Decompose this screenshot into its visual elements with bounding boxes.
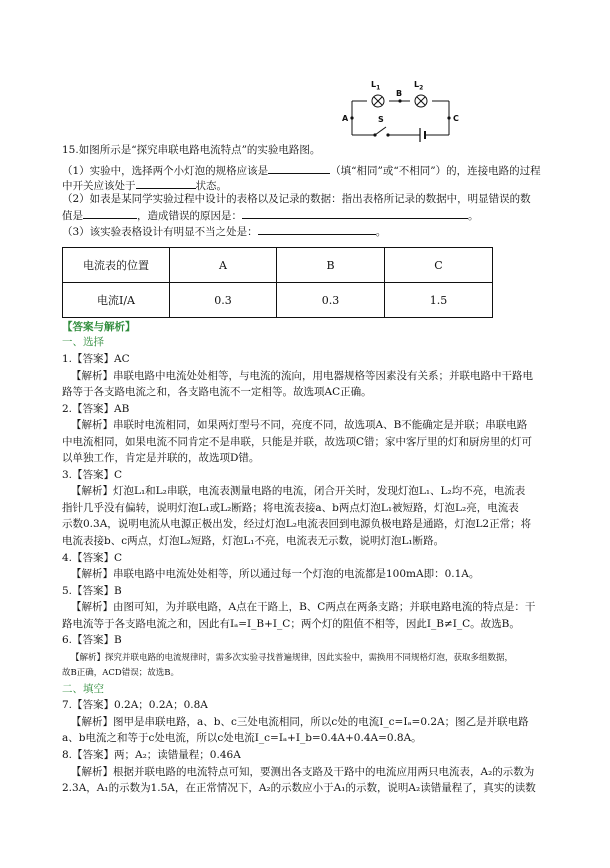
answers-heading: 【答案与解析】 xyxy=(62,321,136,333)
blank-2[interactable] xyxy=(136,177,196,189)
circuit-diagram xyxy=(340,78,470,148)
question-part2-cont: 值是 ，造成错误的原因是： 。 xyxy=(62,207,479,223)
answer-line: 7.【答案】0.2A；0.2A；0.8A xyxy=(62,699,208,711)
label-a: A xyxy=(342,114,349,123)
label-c: C xyxy=(453,114,459,123)
answer-line: 4.【答案】C xyxy=(62,552,123,564)
label-s: S xyxy=(378,115,384,124)
section-fill: 二、填空 xyxy=(62,683,104,695)
answer-line: 2.【答案】AB xyxy=(62,403,130,415)
answer-line: 8.【答案】两；A₂；读错量程；0.46A xyxy=(62,749,241,761)
answer-line: 【解析】串联电路中电流处处相等，所以通过每一个灯泡的电流都是100mA即：0.1A。 xyxy=(71,568,480,580)
question-part1-cont: 中开关应该处于 状态。 xyxy=(62,177,227,193)
answer-line: 指针几乎没有偏转，说明灯泡L₁或L₂断路；将电流表接a、b两点灯泡L₁被短路，灯泡L₂亮，电流表 xyxy=(62,502,519,514)
label-b: B xyxy=(396,89,403,98)
point-c-dot xyxy=(447,116,450,119)
table-cell: 电流I/A xyxy=(63,283,170,318)
table-cell: 电流表的位置 xyxy=(63,248,170,283)
point-a-dot xyxy=(350,116,353,119)
answer-line: 【解析】图甲是串联电路，a、b、c三处电流相同，所以c处的电流I_c=Iₐ=0.2A；图乙是并联电路 xyxy=(71,716,529,728)
table-cell: 0.3 xyxy=(170,283,277,318)
table-cell: C xyxy=(385,248,493,283)
circuit-svg xyxy=(340,78,470,148)
table-cell: A xyxy=(170,248,277,283)
blank-3[interactable] xyxy=(83,207,137,219)
answer-line: 3.【答案】C xyxy=(62,469,123,481)
question-part1: （1）实验中，选择两个小灯泡的规格应该是 （填“相同”或“不相同”）的，连接电路的过程 xyxy=(62,162,541,178)
answer-line: 6.【答案】B xyxy=(62,634,122,646)
lamp-l2 xyxy=(415,95,427,107)
question-part2: （2）如表是某同学实验过程中设计的表格以及记录的数据：指出表格所记录的数据中，明显错误的数 xyxy=(62,193,531,205)
answer-line: 故B正确，ACD错误；故选B。 xyxy=(62,668,179,678)
label-l2: $L_2$ xyxy=(414,80,424,92)
answer-line: 以单独工作，肯定是并联的，故选项D错。 xyxy=(62,452,260,464)
answer-line: 【解析】串联电路中电流处处相等，与电流的流向，用电器规格等因素没有关系；并联电路中干路电 xyxy=(71,370,533,382)
answer-line: a、b电流之和等于c处电流，所以c处电流I_c=Iₐ+I_b=0.4A+0.4A=0.8A。 xyxy=(62,732,422,744)
answer-line: 路等于各支路电流之和，各支路电流不一定相等。故选项AC正确。 xyxy=(62,386,372,398)
point-b-dot xyxy=(398,99,401,102)
question-part3: （3）该实验表格设计有明显不当之处是： 。 xyxy=(62,223,386,239)
blank-4[interactable] xyxy=(242,207,468,219)
table-cell: 0.3 xyxy=(277,283,385,318)
table-header-row xyxy=(63,248,493,283)
answer-line: 路电流等于各支路电流之和，因此有Iₐ=I_B+I_C；两个灯的阻值不相等，因此I_B≠I_C。故选B。 xyxy=(62,618,520,630)
answer-line: 【解析】串联时电流相同，如果两灯型号不同，亮度不同，故选项A、B不能确定是并联；串联电路 xyxy=(71,419,528,431)
table-row xyxy=(63,283,493,318)
table-cell: B xyxy=(277,248,385,283)
table-cell: 1.5 xyxy=(385,283,493,318)
answer-line: 示数0.3A，说明电流从电源正极出发，经过灯泡L₂电流表回到电源负极电路是通路，灯泡L2正常；将 xyxy=(62,518,532,530)
answer-line: 电流表接b、c两点，灯泡L₂短路，灯泡L₁不亮，电流表无示数，说明灯泡L₁断路。 xyxy=(62,535,445,547)
answer-line: 1.【答案】AC xyxy=(62,353,130,365)
question-title: 15.如图所示是“探究串联电路电流特点”的实验电路图。 xyxy=(62,144,321,156)
lamp-l1 xyxy=(372,95,384,107)
label-l1: $L_1$ xyxy=(371,80,381,92)
blank-5[interactable] xyxy=(258,223,376,235)
data-table xyxy=(62,247,493,318)
answer-line: 5.【答案】B xyxy=(62,585,122,597)
blank-1[interactable] xyxy=(268,162,330,174)
answer-line: 【解析】探究并联电路的电流规律时，需多次实验寻找普遍规律，因此实验中，需换用不同规格灯泡，获取多组数据， xyxy=(71,653,514,663)
answer-line: 【解析】灯泡L₁和L₂串联，电流表测量电路的电流，闭合开关时，发现灯泡L₁、L₂均不亮，电流表 xyxy=(71,485,526,497)
answer-line: 2.3A，A₁的示数为1.5A，在正常情况下，A₂的示数应小于A₁的示数，说明A₂读错量程了，真实的读数 xyxy=(62,782,536,794)
answer-line: 【解析】根据并联电路的电流特点可知，要测出各支路及干路中的电流应用两只电流表，A₂的示数为 xyxy=(71,766,535,778)
answer-line: 【解析】由图可知，为并联电路，A点在干路上，B、C两点在两条支路；并联电路电流的特点是：干 xyxy=(71,601,536,613)
section-choice: 一、选择 xyxy=(62,336,104,348)
answer-line: 中电流相同，如果电流不同肯定不是串联，只能是并联，故选项C错；家中客厅里的灯和厨房里的灯可 xyxy=(62,436,533,448)
